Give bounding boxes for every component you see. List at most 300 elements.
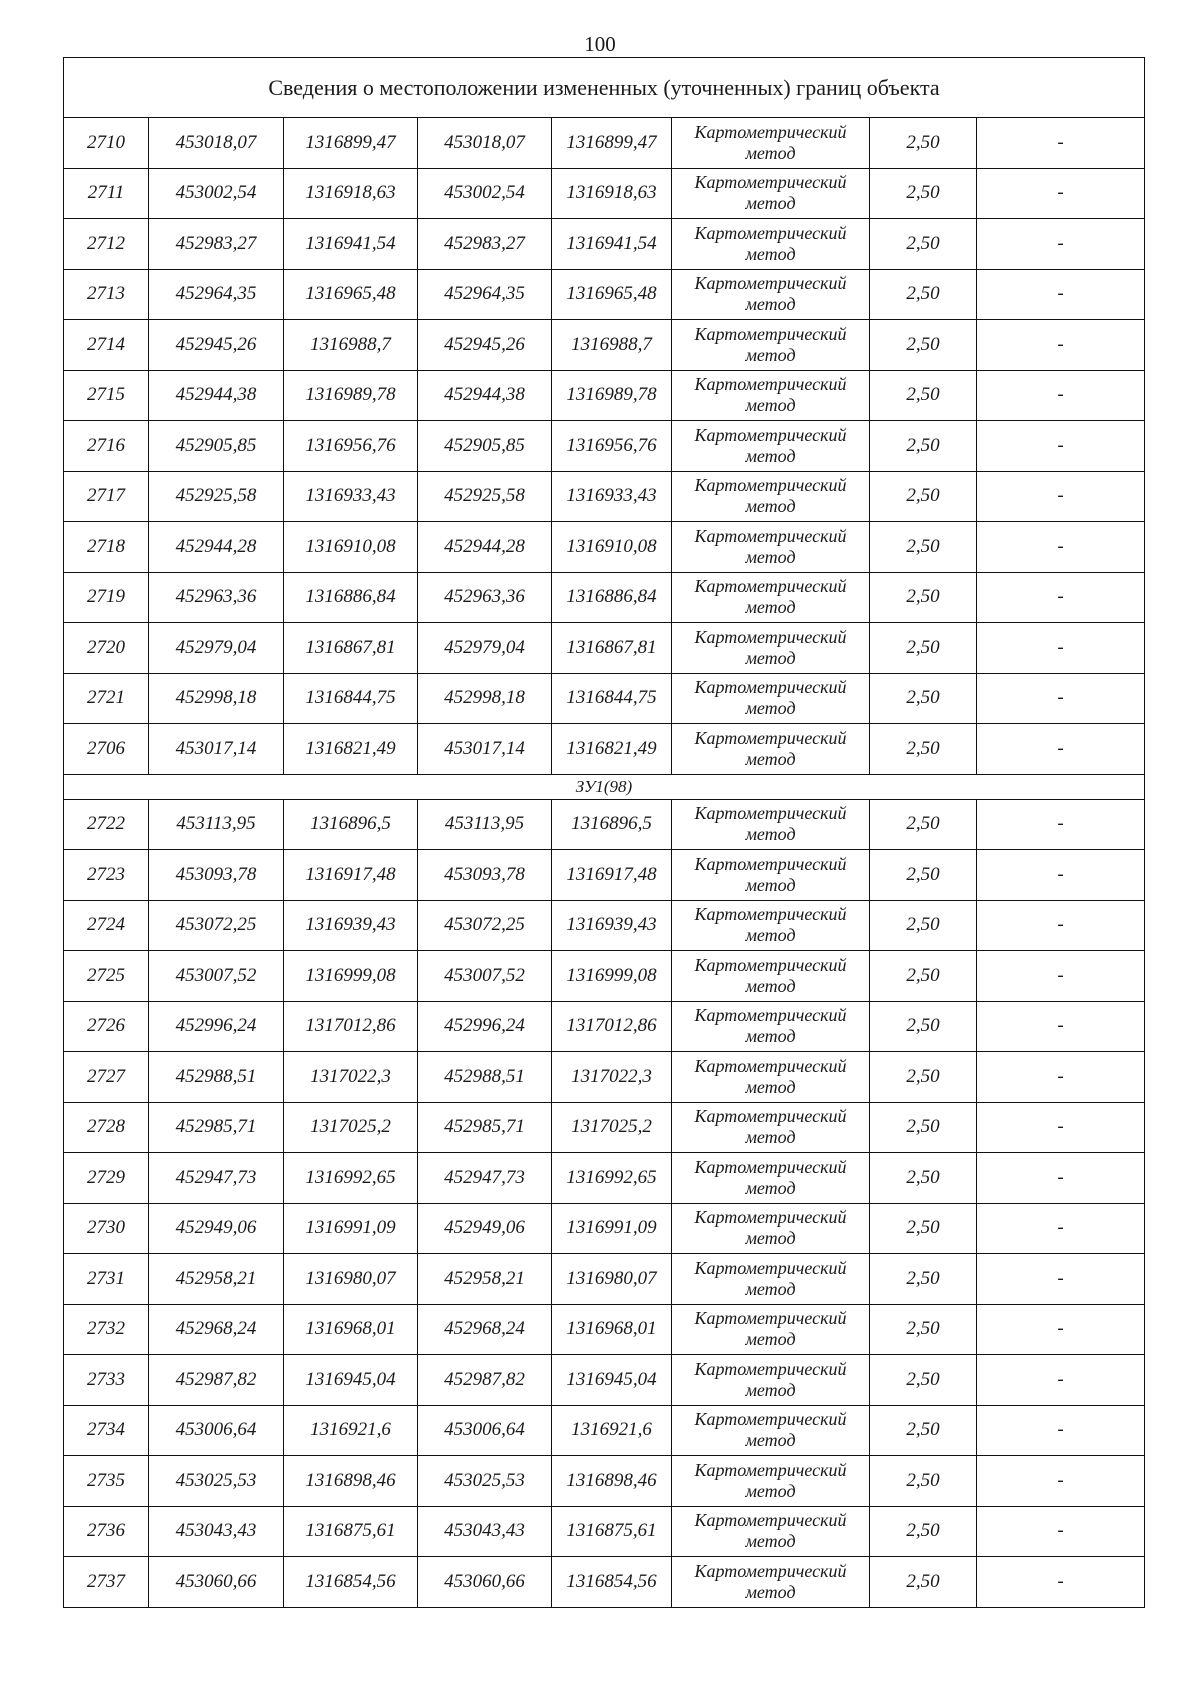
method-line-2: метод xyxy=(745,1177,796,1198)
method-line-2: метод xyxy=(745,142,796,163)
note-cell: - xyxy=(977,1304,1145,1355)
accuracy-cell: 2,50 xyxy=(870,320,977,371)
method-cell xyxy=(672,320,870,371)
method-line-1: Картометрический xyxy=(694,1005,847,1026)
point-number-cell: 2731 xyxy=(64,1254,149,1305)
method-cell xyxy=(672,951,870,1002)
note-cell: - xyxy=(977,1203,1145,1254)
y-refined-cell: 1317012,86 xyxy=(552,1001,672,1052)
method-cell xyxy=(672,471,870,522)
y-refined-cell: 1316899,47 xyxy=(552,118,672,169)
method-cell xyxy=(672,1405,870,1456)
method-cell xyxy=(672,724,870,775)
x-refined-cell: 452944,38 xyxy=(418,370,552,421)
x-existing-cell: 452987,82 xyxy=(149,1355,284,1406)
method-line-2: метод xyxy=(745,1329,796,1350)
point-number-cell: 2732 xyxy=(64,1304,149,1355)
x-existing-cell: 452925,58 xyxy=(149,471,284,522)
method-line-2: метод xyxy=(745,1278,796,1299)
x-refined-cell: 452964,35 xyxy=(418,269,552,320)
table-row xyxy=(64,1153,1145,1204)
y-existing-cell: 1316939,43 xyxy=(284,900,418,951)
x-existing-cell: 452945,26 xyxy=(149,320,284,371)
section-label: ЗУ1(98) xyxy=(64,774,1145,799)
y-refined-cell: 1316886,84 xyxy=(552,572,672,623)
method-cell xyxy=(672,1052,870,1103)
y-existing-cell: 1316917,48 xyxy=(284,850,418,901)
y-refined-cell: 1316992,65 xyxy=(552,1153,672,1204)
y-existing-cell: 1316898,46 xyxy=(284,1456,418,1507)
method-cell xyxy=(672,1001,870,1052)
method-line-2: метод xyxy=(745,874,796,895)
method-line-2: метод xyxy=(745,496,796,517)
table-title: Сведения о местоположении измененных (уточненных) границ объекта xyxy=(64,58,1145,118)
y-refined-cell: 1317022,3 xyxy=(552,1052,672,1103)
point-number-cell: 2722 xyxy=(64,799,149,850)
x-existing-cell: 453002,54 xyxy=(149,168,284,219)
note-cell: - xyxy=(977,799,1145,850)
y-refined-cell: 1316921,6 xyxy=(552,1405,672,1456)
y-existing-cell: 1317012,86 xyxy=(284,1001,418,1052)
method-line-1: Картометрический xyxy=(694,1106,847,1127)
table-row xyxy=(64,900,1145,951)
method-line-1: Картометрический xyxy=(694,374,847,395)
x-existing-cell: 452983,27 xyxy=(149,219,284,270)
method-cell xyxy=(672,1153,870,1204)
x-existing-cell: 453018,07 xyxy=(149,118,284,169)
table-row xyxy=(64,1355,1145,1406)
y-refined-cell: 1316939,43 xyxy=(552,900,672,951)
x-existing-cell: 453006,64 xyxy=(149,1405,284,1456)
y-refined-cell: 1316988,7 xyxy=(552,320,672,371)
method-cell xyxy=(672,850,870,901)
table-title-row xyxy=(64,58,1145,118)
y-existing-cell: 1316867,81 xyxy=(284,623,418,674)
point-number-cell: 2734 xyxy=(64,1405,149,1456)
accuracy-cell: 2,50 xyxy=(870,951,977,1002)
note-cell: - xyxy=(977,421,1145,472)
method-cell xyxy=(672,673,870,724)
table-row xyxy=(64,1405,1145,1456)
method-line-1: Картометрический xyxy=(694,1257,847,1278)
method-line-2: метод xyxy=(745,748,796,769)
note-cell: - xyxy=(977,673,1145,724)
point-number-cell: 2730 xyxy=(64,1203,149,1254)
method-line-2: метод xyxy=(745,1076,796,1097)
x-refined-cell: 453072,25 xyxy=(418,900,552,951)
accuracy-cell: 2,50 xyxy=(870,1102,977,1153)
table-row xyxy=(64,320,1145,371)
method-line-1: Картометрический xyxy=(694,1358,847,1379)
point-number-cell: 2737 xyxy=(64,1557,149,1608)
x-refined-cell: 452905,85 xyxy=(418,421,552,472)
accuracy-cell: 2,50 xyxy=(870,1557,977,1608)
y-refined-cell: 1316941,54 xyxy=(552,219,672,270)
method-line-2: метод xyxy=(745,1026,796,1047)
method-cell xyxy=(672,522,870,573)
note-cell: - xyxy=(977,1001,1145,1052)
method-line-1: Картометрический xyxy=(694,1409,847,1430)
accuracy-cell: 2,50 xyxy=(870,850,977,901)
x-refined-cell: 452944,28 xyxy=(418,522,552,573)
note-cell: - xyxy=(977,572,1145,623)
method-line-1: Картометрический xyxy=(694,121,847,142)
method-line-1: Картометрический xyxy=(694,172,847,193)
accuracy-cell: 2,50 xyxy=(870,522,977,573)
x-existing-cell: 452958,21 xyxy=(149,1254,284,1305)
method-line-2: метод xyxy=(745,1228,796,1249)
x-refined-cell: 452998,18 xyxy=(418,673,552,724)
x-refined-cell: 453025,53 xyxy=(418,1456,552,1507)
y-existing-cell: 1316965,48 xyxy=(284,269,418,320)
accuracy-cell: 2,50 xyxy=(870,900,977,951)
y-refined-cell: 1316968,01 xyxy=(552,1304,672,1355)
table-row xyxy=(64,471,1145,522)
point-number-cell: 2729 xyxy=(64,1153,149,1204)
y-refined-cell: 1316844,75 xyxy=(552,673,672,724)
method-line-1: Картометрический xyxy=(694,1510,847,1531)
method-line-1: Картометрический xyxy=(694,1560,847,1581)
method-line-1: Картометрический xyxy=(694,954,847,975)
y-existing-cell: 1316988,7 xyxy=(284,320,418,371)
method-line-2: метод xyxy=(745,1581,796,1602)
table-row xyxy=(64,673,1145,724)
note-cell: - xyxy=(977,1254,1145,1305)
table-row xyxy=(64,1254,1145,1305)
method-line-1: Картометрический xyxy=(694,222,847,243)
table-row xyxy=(64,421,1145,472)
accuracy-cell: 2,50 xyxy=(870,370,977,421)
y-existing-cell: 1316844,75 xyxy=(284,673,418,724)
method-cell xyxy=(672,1355,870,1406)
method-line-1: Картометрический xyxy=(694,803,847,824)
method-cell xyxy=(672,1254,870,1305)
note-cell: - xyxy=(977,1405,1145,1456)
table-row xyxy=(64,1506,1145,1557)
y-refined-cell: 1316854,56 xyxy=(552,1557,672,1608)
point-number-cell: 2706 xyxy=(64,724,149,775)
method-line-2: метод xyxy=(745,546,796,567)
y-existing-cell: 1316821,49 xyxy=(284,724,418,775)
y-existing-cell: 1316899,47 xyxy=(284,118,418,169)
method-cell xyxy=(672,1456,870,1507)
table-row xyxy=(64,370,1145,421)
accuracy-cell: 2,50 xyxy=(870,269,977,320)
point-number-cell: 2712 xyxy=(64,219,149,270)
point-number-cell: 2726 xyxy=(64,1001,149,1052)
method-line-2: метод xyxy=(745,1430,796,1451)
accuracy-cell: 2,50 xyxy=(870,1203,977,1254)
accuracy-cell: 2,50 xyxy=(870,168,977,219)
method-line-2: метод xyxy=(745,698,796,719)
method-line-2: метод xyxy=(745,597,796,618)
x-existing-cell: 452996,24 xyxy=(149,1001,284,1052)
accuracy-cell: 2,50 xyxy=(870,1506,977,1557)
section-row xyxy=(64,774,1145,799)
y-refined-cell: 1316917,48 xyxy=(552,850,672,901)
x-existing-cell: 453093,78 xyxy=(149,850,284,901)
point-number-cell: 2710 xyxy=(64,118,149,169)
method-line-1: Картометрический xyxy=(694,1459,847,1480)
accuracy-cell: 2,50 xyxy=(870,1052,977,1103)
method-line-1: Картометрический xyxy=(694,904,847,925)
table-row xyxy=(64,951,1145,1002)
note-cell: - xyxy=(977,951,1145,1002)
y-existing-cell: 1316921,6 xyxy=(284,1405,418,1456)
method-line-2: метод xyxy=(745,243,796,264)
method-cell xyxy=(672,1304,870,1355)
method-line-1: Картометрический xyxy=(694,727,847,748)
x-existing-cell: 453113,95 xyxy=(149,799,284,850)
method-line-2: метод xyxy=(745,1127,796,1148)
x-existing-cell: 453072,25 xyxy=(149,900,284,951)
note-cell: - xyxy=(977,168,1145,219)
x-refined-cell: 453113,95 xyxy=(418,799,552,850)
accuracy-cell: 2,50 xyxy=(870,1405,977,1456)
y-refined-cell: 1316945,04 xyxy=(552,1355,672,1406)
table-row xyxy=(64,799,1145,850)
x-existing-cell: 452998,18 xyxy=(149,673,284,724)
accuracy-cell: 2,50 xyxy=(870,1001,977,1052)
y-refined-cell: 1316999,08 xyxy=(552,951,672,1002)
accuracy-cell: 2,50 xyxy=(870,1153,977,1204)
method-cell xyxy=(672,1557,870,1608)
table-row xyxy=(64,219,1145,270)
point-number-cell: 2728 xyxy=(64,1102,149,1153)
point-number-cell: 2725 xyxy=(64,951,149,1002)
method-line-2: метод xyxy=(745,445,796,466)
accuracy-cell: 2,50 xyxy=(870,1304,977,1355)
note-cell: - xyxy=(977,522,1145,573)
method-line-2: метод xyxy=(745,1531,796,1552)
note-cell: - xyxy=(977,850,1145,901)
y-existing-cell: 1316941,54 xyxy=(284,219,418,270)
x-existing-cell: 453043,43 xyxy=(149,1506,284,1557)
y-existing-cell: 1316992,65 xyxy=(284,1153,418,1204)
point-number-cell: 2723 xyxy=(64,850,149,901)
note-cell: - xyxy=(977,219,1145,270)
y-existing-cell: 1316933,43 xyxy=(284,471,418,522)
method-cell xyxy=(672,370,870,421)
method-line-1: Картометрический xyxy=(694,677,847,698)
point-number-cell: 2736 xyxy=(64,1506,149,1557)
table-row xyxy=(64,572,1145,623)
method-cell xyxy=(672,219,870,270)
page-number: 100 xyxy=(584,32,616,56)
x-refined-cell: 452963,36 xyxy=(418,572,552,623)
note-cell: - xyxy=(977,623,1145,674)
point-number-cell: 2733 xyxy=(64,1355,149,1406)
y-existing-cell: 1316896,5 xyxy=(284,799,418,850)
x-refined-cell: 453017,14 xyxy=(418,724,552,775)
x-refined-cell: 453007,52 xyxy=(418,951,552,1002)
method-line-2: метод xyxy=(745,395,796,416)
method-line-1: Картометрический xyxy=(694,1156,847,1177)
x-refined-cell: 453006,64 xyxy=(418,1405,552,1456)
table-row xyxy=(64,522,1145,573)
x-existing-cell: 452979,04 xyxy=(149,623,284,674)
x-refined-cell: 452968,24 xyxy=(418,1304,552,1355)
point-number-cell: 2719 xyxy=(64,572,149,623)
method-cell xyxy=(672,1506,870,1557)
table-row xyxy=(64,623,1145,674)
boundary-coordinates-table xyxy=(63,57,1145,1608)
y-refined-cell: 1316867,81 xyxy=(552,623,672,674)
x-refined-cell: 453018,07 xyxy=(418,118,552,169)
point-number-cell: 2720 xyxy=(64,623,149,674)
y-existing-cell: 1316886,84 xyxy=(284,572,418,623)
y-existing-cell: 1316968,01 xyxy=(284,1304,418,1355)
note-cell: - xyxy=(977,1557,1145,1608)
x-existing-cell: 453007,52 xyxy=(149,951,284,1002)
y-refined-cell: 1316821,49 xyxy=(552,724,672,775)
point-number-cell: 2711 xyxy=(64,168,149,219)
accuracy-cell: 2,50 xyxy=(870,421,977,472)
y-refined-cell: 1316991,09 xyxy=(552,1203,672,1254)
y-existing-cell: 1317025,2 xyxy=(284,1102,418,1153)
note-cell: - xyxy=(977,1506,1145,1557)
x-existing-cell: 452964,35 xyxy=(149,269,284,320)
x-refined-cell: 452988,51 xyxy=(418,1052,552,1103)
note-cell: - xyxy=(977,320,1145,371)
table-row xyxy=(64,1001,1145,1052)
method-cell xyxy=(672,118,870,169)
point-number-cell: 2718 xyxy=(64,522,149,573)
y-existing-cell: 1316875,61 xyxy=(284,1506,418,1557)
y-refined-cell: 1316898,46 xyxy=(552,1456,672,1507)
method-cell xyxy=(672,1203,870,1254)
accuracy-cell: 2,50 xyxy=(870,623,977,674)
method-line-2: метод xyxy=(745,824,796,845)
x-refined-cell: 453093,78 xyxy=(418,850,552,901)
method-line-2: метод xyxy=(745,193,796,214)
point-number-cell: 2716 xyxy=(64,421,149,472)
note-cell: - xyxy=(977,370,1145,421)
method-cell xyxy=(672,572,870,623)
y-refined-cell: 1316933,43 xyxy=(552,471,672,522)
method-cell xyxy=(672,623,870,674)
x-refined-cell: 452987,82 xyxy=(418,1355,552,1406)
method-line-1: Картометрический xyxy=(694,1308,847,1329)
method-line-2: метод xyxy=(745,1480,796,1501)
x-existing-cell: 452985,71 xyxy=(149,1102,284,1153)
x-refined-cell: 452985,71 xyxy=(418,1102,552,1153)
method-line-1: Картометрический xyxy=(694,1055,847,1076)
x-existing-cell: 452944,28 xyxy=(149,522,284,573)
method-line-1: Картометрический xyxy=(694,323,847,344)
point-number-cell: 2717 xyxy=(64,471,149,522)
table-row xyxy=(64,1557,1145,1608)
method-line-2: метод xyxy=(745,975,796,996)
note-cell: - xyxy=(977,1153,1145,1204)
note-cell: - xyxy=(977,1052,1145,1103)
accuracy-cell: 2,50 xyxy=(870,1456,977,1507)
x-existing-cell: 452988,51 xyxy=(149,1052,284,1103)
table-row xyxy=(64,1456,1145,1507)
point-number-cell: 2727 xyxy=(64,1052,149,1103)
x-existing-cell: 452949,06 xyxy=(149,1203,284,1254)
table-row xyxy=(64,269,1145,320)
y-existing-cell: 1316945,04 xyxy=(284,1355,418,1406)
point-number-cell: 2715 xyxy=(64,370,149,421)
method-line-1: Картометрический xyxy=(694,273,847,294)
y-existing-cell: 1316854,56 xyxy=(284,1557,418,1608)
x-existing-cell: 453017,14 xyxy=(149,724,284,775)
y-existing-cell: 1316910,08 xyxy=(284,522,418,573)
accuracy-cell: 2,50 xyxy=(870,1254,977,1305)
method-cell xyxy=(672,1102,870,1153)
method-line-1: Картометрический xyxy=(694,525,847,546)
accuracy-cell: 2,50 xyxy=(870,673,977,724)
y-refined-cell: 1316980,07 xyxy=(552,1254,672,1305)
method-cell xyxy=(672,269,870,320)
accuracy-cell: 2,50 xyxy=(870,1355,977,1406)
x-refined-cell: 452947,73 xyxy=(418,1153,552,1204)
table-row xyxy=(64,168,1145,219)
y-refined-cell: 1316918,63 xyxy=(552,168,672,219)
accuracy-cell: 2,50 xyxy=(870,118,977,169)
point-number-cell: 2713 xyxy=(64,269,149,320)
y-refined-cell: 1316989,78 xyxy=(552,370,672,421)
x-refined-cell: 453060,66 xyxy=(418,1557,552,1608)
table-row xyxy=(64,850,1145,901)
note-cell: - xyxy=(977,900,1145,951)
x-existing-cell: 452947,73 xyxy=(149,1153,284,1204)
note-cell: - xyxy=(977,269,1145,320)
point-number-cell: 2735 xyxy=(64,1456,149,1507)
x-existing-cell: 452905,85 xyxy=(149,421,284,472)
x-refined-cell: 452958,21 xyxy=(418,1254,552,1305)
y-refined-cell: 1316956,76 xyxy=(552,421,672,472)
accuracy-cell: 2,50 xyxy=(870,572,977,623)
method-line-1: Картометрический xyxy=(694,475,847,496)
table-row xyxy=(64,724,1145,775)
table-row xyxy=(64,1304,1145,1355)
note-cell: - xyxy=(977,1355,1145,1406)
x-existing-cell: 453060,66 xyxy=(149,1557,284,1608)
table-row xyxy=(64,118,1145,169)
x-refined-cell: 452945,26 xyxy=(418,320,552,371)
method-cell xyxy=(672,421,870,472)
method-line-2: метод xyxy=(745,1379,796,1400)
y-refined-cell: 1316896,5 xyxy=(552,799,672,850)
table-row xyxy=(64,1203,1145,1254)
x-refined-cell: 452979,04 xyxy=(418,623,552,674)
y-existing-cell: 1316918,63 xyxy=(284,168,418,219)
method-cell xyxy=(672,900,870,951)
accuracy-cell: 2,50 xyxy=(870,799,977,850)
method-line-1: Картометрический xyxy=(694,853,847,874)
point-number-cell: 2724 xyxy=(64,900,149,951)
y-existing-cell: 1316980,07 xyxy=(284,1254,418,1305)
y-refined-cell: 1316965,48 xyxy=(552,269,672,320)
method-line-1: Картометрический xyxy=(694,626,847,647)
table-row xyxy=(64,1102,1145,1153)
method-line-1: Картометрический xyxy=(694,1207,847,1228)
note-cell: - xyxy=(977,724,1145,775)
method-line-2: метод xyxy=(745,925,796,946)
y-existing-cell: 1316989,78 xyxy=(284,370,418,421)
y-existing-cell: 1316956,76 xyxy=(284,421,418,472)
note-cell: - xyxy=(977,471,1145,522)
method-line-1: Картометрический xyxy=(694,424,847,445)
x-existing-cell: 452968,24 xyxy=(149,1304,284,1355)
accuracy-cell: 2,50 xyxy=(870,724,977,775)
table-row xyxy=(64,1052,1145,1103)
method-line-2: метод xyxy=(745,294,796,315)
x-refined-cell: 452949,06 xyxy=(418,1203,552,1254)
method-cell xyxy=(672,799,870,850)
